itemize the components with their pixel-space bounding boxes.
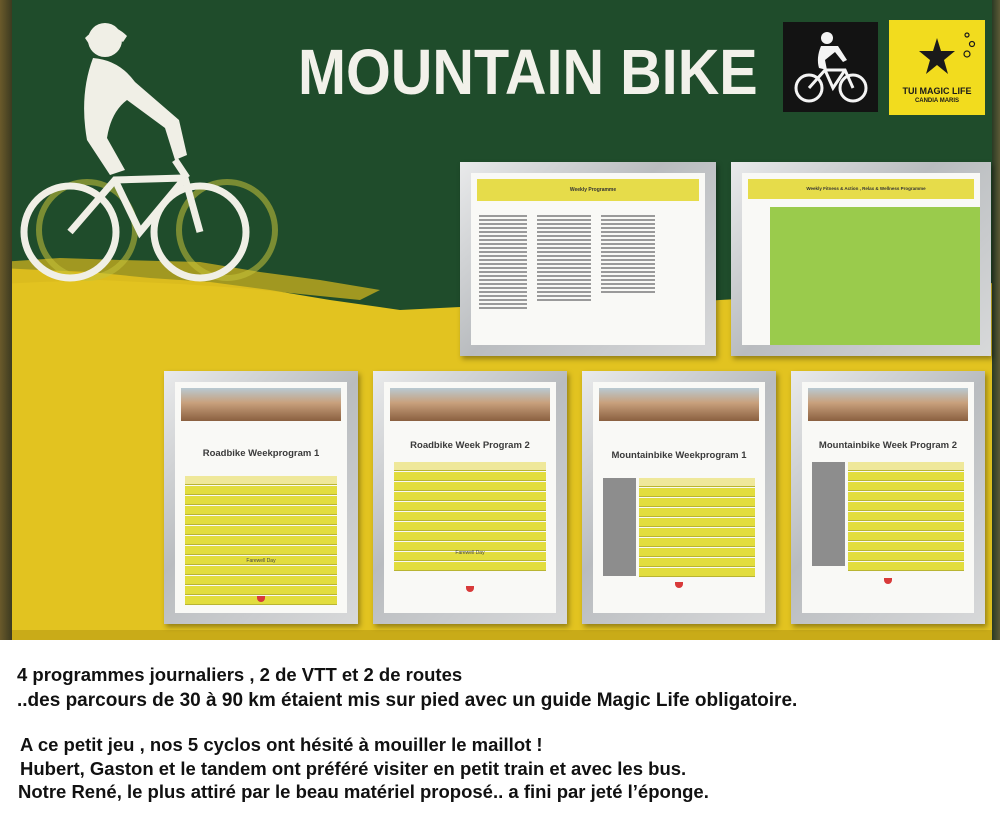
sign-title: MOUNTAIN BIKE xyxy=(298,36,758,108)
bike-rider-icon xyxy=(783,22,878,112)
mountainbike-program-2-frame xyxy=(791,371,985,624)
mountainbike-program-1-frame xyxy=(582,371,776,624)
mountainbike-program-2-sheet xyxy=(802,382,974,613)
brand-name: TUI MAGIC LIFE xyxy=(902,86,972,96)
weekly-programme-frame xyxy=(460,162,716,356)
fitness-programme-title: Weekly Fitness & Action , Relax & Wellness Programme xyxy=(806,186,926,191)
tui-mini-icon xyxy=(466,586,474,592)
caption-line-1: 4 programmes journaliers , 2 de VTT et 2 de routes xyxy=(17,664,463,685)
roadbike-program-1-sheet xyxy=(175,382,347,613)
mountainbike-program-1-title: Mountainbike Weekprogram 1 xyxy=(611,450,747,461)
mountainbike-program-1-sheet xyxy=(593,382,765,613)
grey-photo-column xyxy=(812,462,845,566)
wall-left-edge xyxy=(0,0,12,640)
roadbike-program-1-footer: Farewell Day xyxy=(246,558,276,564)
program-photo xyxy=(181,388,341,421)
roadbike-program-1-frame xyxy=(164,371,358,624)
brand-location: CANDIA MARIS xyxy=(914,98,960,104)
roadbike-program-2-frame xyxy=(373,371,567,624)
roadbike-program-1-title: Roadbike Weekprogram 1 xyxy=(202,448,320,459)
program-photo xyxy=(808,388,968,421)
program-photo xyxy=(390,388,550,421)
roadbike-program-2-title: Roadbike Week Program 2 xyxy=(410,440,530,451)
bubbles-icon xyxy=(959,28,979,62)
caption-line-4: Hubert, Gaston et le tandem ont préféré visiter en petit train et avec les bus. xyxy=(20,758,687,779)
star-icon xyxy=(917,36,957,80)
caption-line-3: A ce petit jeu , nos 5 cyclos ont hésité à mouiller le maillot ! xyxy=(20,734,543,755)
tui-mini-icon xyxy=(675,582,683,588)
program-photo xyxy=(599,388,759,421)
cyclist-silhouette-icon xyxy=(15,10,295,300)
grey-photo-column xyxy=(603,478,636,576)
caption-line-2: ..des parcours de 30 à 90 km étaient mis sur pied avec un guide Magic Life obligatoire. xyxy=(17,690,798,711)
tui-magic-life-logo xyxy=(889,20,985,115)
caption-line-5: Notre René, le plus attiré par le beau matériel proposé.. a fini par jeté l’éponge. xyxy=(18,781,709,802)
roadbike-program-2-sheet xyxy=(384,382,556,613)
fitness-programme-sheet xyxy=(742,173,980,345)
weekly-programme-sheet xyxy=(471,173,705,345)
mountain-bike-logo xyxy=(783,22,878,112)
roadbike-program-2-footer: Farewell Day xyxy=(455,550,485,556)
weekly-programme-title: Weekly Programme xyxy=(569,187,617,193)
fitness-programme-frame xyxy=(731,162,991,356)
mountainbike-program-2-title: Mountainbike Week Program 2 xyxy=(818,440,958,451)
tui-mini-icon xyxy=(884,578,892,584)
wall-right-edge xyxy=(992,0,1000,640)
